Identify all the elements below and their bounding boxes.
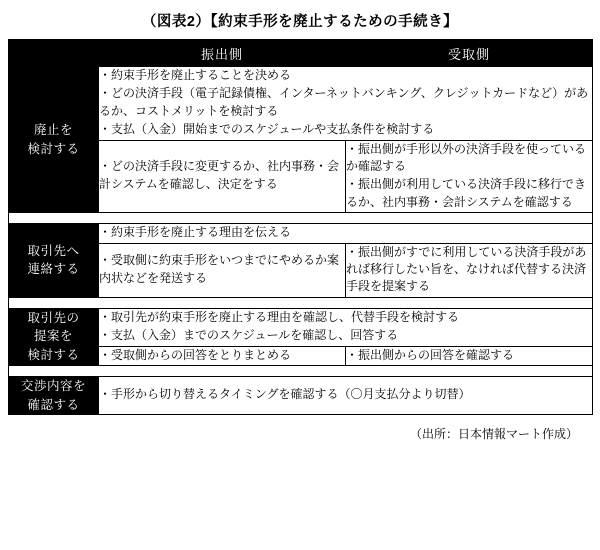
header-issuer: 振出側: [99, 40, 346, 67]
table-body: [9, 67, 593, 415]
cell-shared: ・約束手形を廃止する理由を伝える: [99, 224, 593, 243]
cell-shared: ・取引先が約束手形を廃止する理由を確認し、代替手段を検討する ・支払（入金）までのスケジュールを確認し、回答する: [99, 308, 593, 346]
section-gap-cell: [9, 213, 593, 224]
header-corner: [9, 40, 99, 67]
section-gap-cell: [9, 297, 593, 308]
table-header: [9, 40, 593, 67]
cell-issuer: ・受取側からの回答をとりまとめる: [99, 346, 346, 365]
cell-receiver: ・振出側がすでに利用している決済手段があれば移行したい旨を、なければ代替する決済手段を提案する: [346, 243, 593, 297]
page-title: （図表2）【約束手形を廃止するための手続き】: [141, 14, 459, 30]
section-gap: [9, 213, 593, 224]
table-row: [9, 67, 593, 141]
section-gap-cell: [9, 365, 593, 376]
row-label-3: 取引先の 提案を 検討する: [9, 308, 99, 365]
row-label-2: 取引先へ 連絡する: [9, 224, 99, 298]
cell-receiver: ・振出側が手形以外の決済手段を使っているか確認する ・振出側が利用している決済手段に移行できるか、社内事務・会計システムを確認する: [346, 140, 593, 213]
cell-receiver: ・振出側からの回答を確認する: [346, 346, 593, 365]
cell-shared: ・約束手形を廃止することを決める ・どの決済手段（電子記録債権、インターネットバンキング、クレジットカードなど）があるか、コストメリットを検討する ・支払（入金）開始までのスケジュールや支払条件を検討する: [99, 67, 593, 141]
source-note: （出所：日本情報マート作成）: [409, 427, 578, 442]
header-receiver: 受取側: [346, 40, 593, 67]
procedure-table: [8, 39, 593, 415]
table-row: [9, 308, 593, 346]
cell-issuer: ・受取側に約束手形をいつまでにやめるか案内状などを発送する: [99, 243, 346, 297]
section-gap: [9, 365, 593, 376]
table-row: [9, 224, 593, 243]
cell-shared: ・手形から切り替えるタイミングを確認する（〇月支払分より切替）: [99, 376, 593, 415]
cell-issuer: ・どの決済手段に変更するか、社内事務・会計システムを確認し、決定をする: [99, 140, 346, 213]
row-label-1: 廃止を 検討する: [9, 67, 99, 213]
section-gap: [9, 297, 593, 308]
row-label-4: 交渉内容を 確認する: [9, 376, 99, 415]
table-row: [9, 376, 593, 415]
